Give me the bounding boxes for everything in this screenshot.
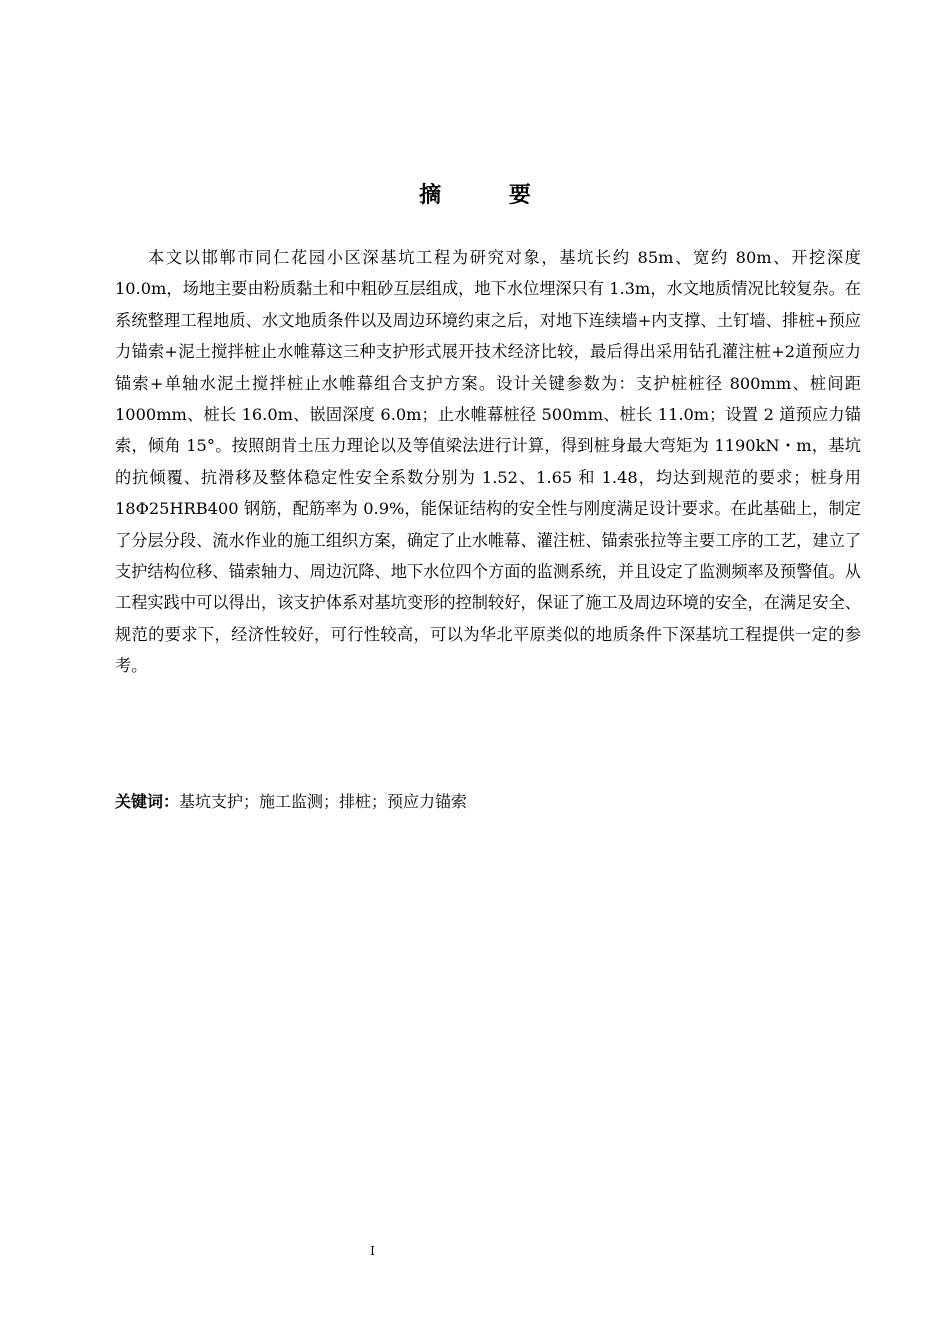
keywords-value: 基坑支护；施工监测；排桩；预应力锚索 xyxy=(179,792,468,811)
page-number: I xyxy=(370,1244,375,1258)
keywords-label: 关键词： xyxy=(115,792,180,811)
abstract-title: 摘 要 xyxy=(419,182,561,208)
keywords-line xyxy=(115,788,861,816)
abstract-body: 本文以邯郸市同仁花园小区深基坑工程为研究对象，基坑长约 85m、宽约 80m、开挖深度 10.0m，场地主要由粉质黏土和中粗砂互层组成，地下水位埋深只有 1.3m，水文地质情况比较复杂。在系统整理工程地质、水文地质条件以及周边环境约束之后，对地下连续墙+内支撑、土钉墙、排桩+预应力锚索+泥土搅拌桩止水帷幕这三种支护形式展开技术经济比较，最后得出采用钻孔灌注桩+2道预应力锚索+单轴水泥土搅拌桩止水帷幕组合支护方案。设计关键参数为：支护桩桩径 800mm、桩间距 1000mm、桩长 16.0m、嵌固深度 6.0m；止水帷幕桩径 500mm、桩长 11.0m；设置 2 道预应力锚索，倾角 15°。按照朗肯土压力理论以及等值梁法进行计算，得到桩身最大弯矩为 1190kN・m，基坑的抗倾覆、抗滑移及整体稳定性安全系数分别为 1.52、1.65 和 1.48，均达到规范的要求；桩身用 18Φ25HRB400 钢筋，配筋率为 0.9%，能保证结构的安全性与刚度满足设计要求。在此基础上，制定了分层分段、流水作业的施工组织方案，确定了止水帷幕、灌注桩、锚索张拉等主要工序的工艺，建立了支护结构位移、锚索轴力、周边沉降、地下水位四个方面的监测系统，并且设定了监测频率及预警值。从工程实践中可以得出，该支护体系对基坑变形的控制较好，保证了施工及周边环境的安全，在满足安全、规范的要求下，经济性较好，可行性较高，可以为华北平原类似的地质条件下深基坑工程提供一定的参考。 xyxy=(115,248,861,676)
